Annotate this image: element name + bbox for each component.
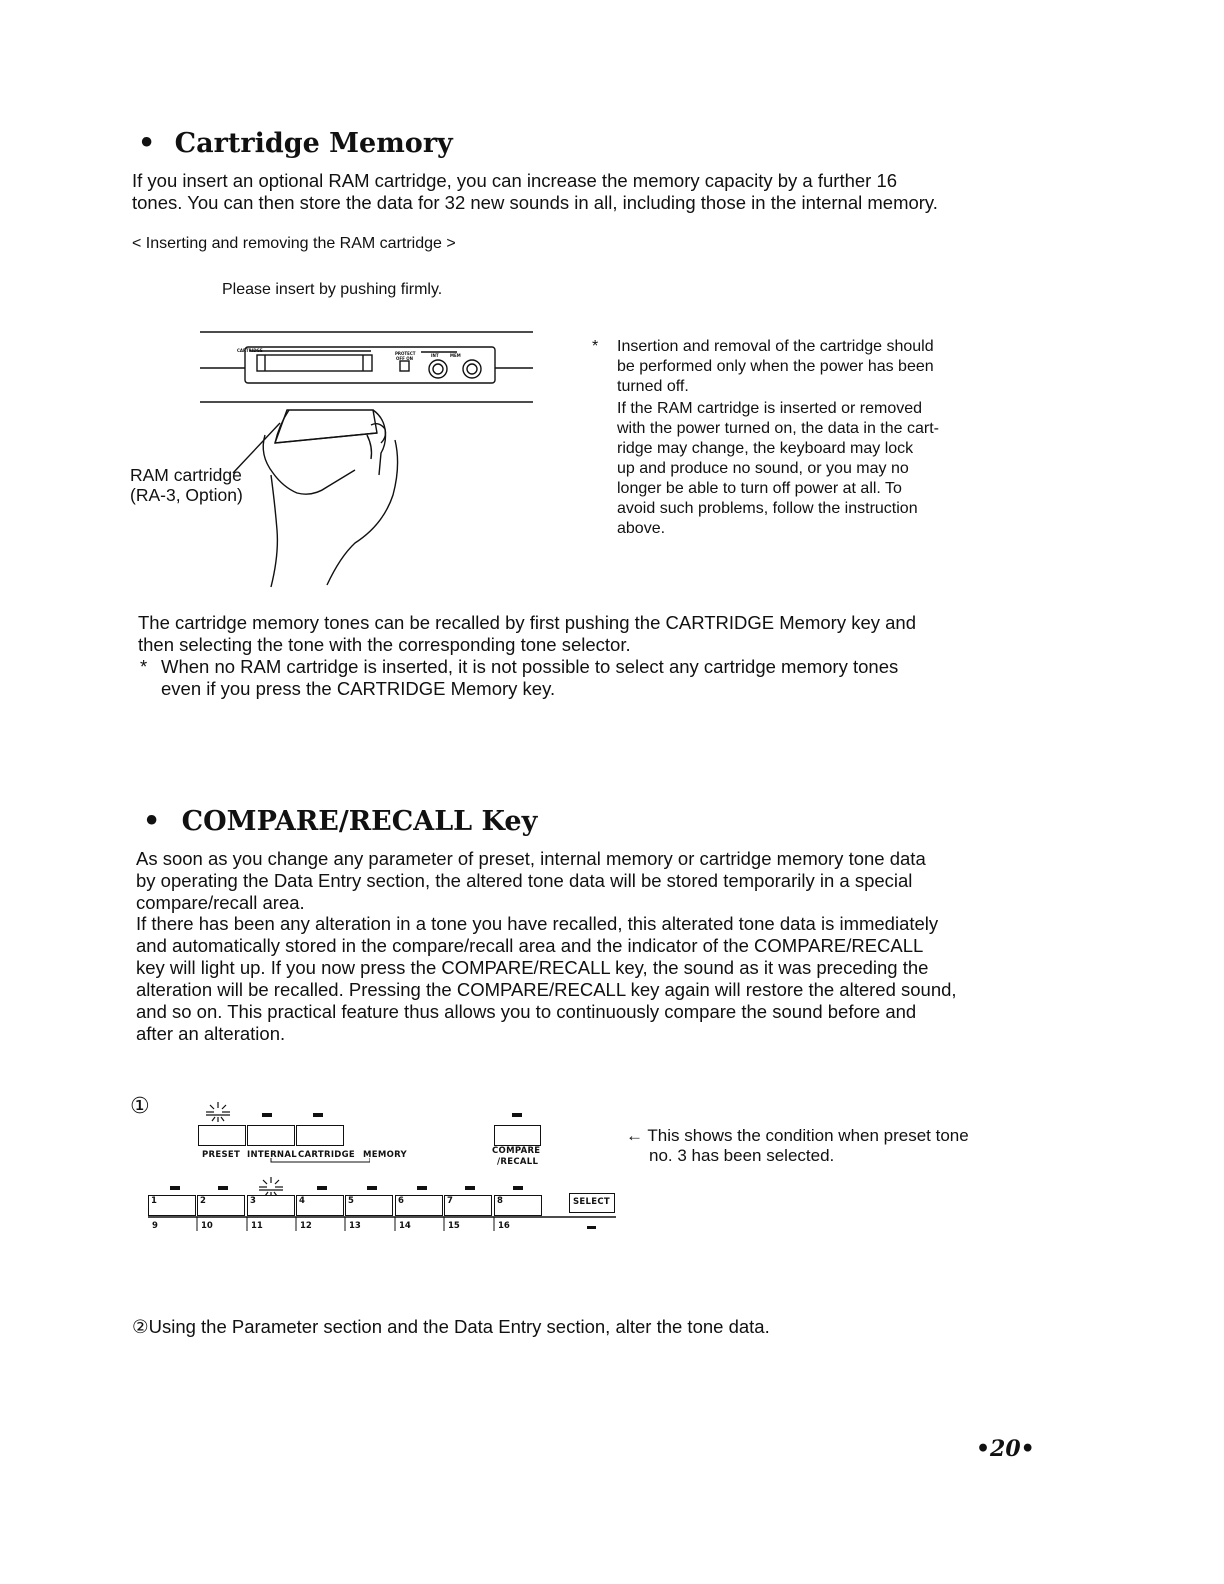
note-asterisk: * (592, 338, 599, 355)
label-line: RAM cartridge (130, 465, 242, 485)
label-line: (RA-3, Option) (130, 485, 243, 505)
tone-number: 3 (250, 1196, 256, 1206)
tone-number-14: 14 (399, 1221, 411, 1231)
blinking-indicator-icon (204, 1101, 232, 1123)
bullet: • (138, 128, 156, 159)
tone-selector-4[interactable] (296, 1195, 344, 1216)
compare-paragraph-2 (136, 913, 1036, 1045)
step-2-text: Using the Parameter section and the Data Entry section, alter the tone data. (148, 1316, 770, 1337)
compare-recall-button[interactable] (494, 1125, 541, 1146)
tone-2-led (218, 1186, 228, 1190)
insertion-warning-note (617, 337, 973, 539)
text-line: compare/recall area. (136, 892, 305, 913)
note-line: ridge may change, the keyboard may lock (617, 440, 914, 457)
ram-cartridge-label (130, 465, 243, 505)
heading-text: COMPARE/RECALL Key (181, 806, 538, 837)
tone-number: 7 (447, 1196, 453, 1206)
internal-led (262, 1113, 272, 1117)
tone-selector-8[interactable] (494, 1195, 542, 1216)
note-line: above. (617, 520, 666, 537)
bullet: • (143, 806, 161, 837)
subheading-insert-remove: < Inserting and removing the RAM cartridge > (132, 235, 456, 252)
tone-5-led (367, 1186, 377, 1190)
text-line: then selecting the tone with the corresponding tone selector. (138, 634, 631, 655)
panel-cartridge-label: CARTRIDGE (237, 348, 263, 353)
cartridge-led (313, 1113, 323, 1117)
tone-number-10: 10 (201, 1221, 213, 1231)
heading-text: Cartridge Memory (174, 128, 453, 159)
recall-label: /RECALL (497, 1157, 539, 1167)
note-line: If the RAM cartridge is inserted or removed (617, 400, 923, 417)
text-line: and automatically stored in the compare/recall area and the indicator of the COMPARE/RECALL (136, 935, 924, 956)
panel-protect-label: PROTECT (395, 351, 416, 356)
recall-paragraph (138, 612, 1038, 656)
select-led (587, 1226, 596, 1229)
cartridge-label: CARTRIDGE (298, 1150, 356, 1160)
internal-button[interactable] (247, 1125, 295, 1146)
text-line: If you insert an optional RAM cartridge, you can increase the memory capacity by a further 16 (132, 170, 898, 191)
note-line: be performed only when the power has been (617, 358, 934, 375)
tone-7-led (465, 1186, 475, 1190)
panel-int-label: INT (431, 353, 439, 358)
tone-6-led (417, 1186, 427, 1190)
note-line: Insertion and removal of the cartridge should (617, 338, 934, 355)
tone-number-12: 12 (300, 1221, 312, 1231)
text-line: The cartridge memory tones can be recalled by first pushing the CARTRIDGE Memory key and (138, 612, 917, 633)
diagram-caption (626, 1126, 969, 1166)
preset-label: PRESET (202, 1150, 241, 1160)
note-line: longer be able to turn off power at all. To (617, 480, 902, 497)
preset-button[interactable] (198, 1125, 246, 1146)
select-label: SELECT (573, 1197, 610, 1207)
tone-number-13: 13 (349, 1221, 361, 1231)
tone-number: 5 (348, 1196, 354, 1206)
step-2 (132, 1316, 770, 1338)
tone-number: 1 (151, 1196, 157, 1206)
tone-number: 2 (200, 1196, 206, 1206)
select-button[interactable] (569, 1193, 615, 1213)
text-line: and so on. This practical feature thus allows you to continuously compare the sound before and (136, 1001, 917, 1022)
tone-1-led (170, 1186, 180, 1190)
tone-selector-1[interactable] (148, 1195, 196, 1216)
text-line: alteration will be recalled. Pressing the COMPARE/RECALL key again will restore the altered sound, (136, 979, 957, 1000)
tone-selector-5[interactable] (345, 1195, 393, 1216)
tone-selector-7[interactable] (444, 1195, 492, 1216)
memory-label: MEMORY (363, 1150, 407, 1160)
tone-selector-6[interactable] (395, 1195, 443, 1216)
tone-number: 4 (299, 1196, 305, 1206)
text-line: after an alteration. (136, 1023, 286, 1044)
tone-number-9: 9 (152, 1221, 158, 1231)
lower-number-rule (146, 1216, 618, 1232)
cartridge-insertion-illustration (195, 325, 540, 590)
tone-number-16: 16 (498, 1221, 510, 1231)
note-line: avoid such problems, follow the instruction (617, 500, 918, 517)
note-line: up and produce no sound, or you may no (617, 460, 909, 477)
note-line: with the power turned on, the data in the cart- (617, 420, 939, 437)
compare-led (512, 1113, 522, 1117)
tone-number-11: 11 (251, 1221, 263, 1231)
panel-offon-label: OFF ON (396, 356, 414, 361)
text-line: As soon as you change any parameter of preset, internal memory or cartridge memory tone data (136, 848, 926, 869)
tone-number-15: 15 (448, 1221, 460, 1231)
text-line: by operating the Data Entry section, the altered tone data will be stored temporarily in a special (136, 870, 913, 891)
step-1-marker: ① (130, 1093, 150, 1118)
page-number: •20• (976, 1436, 1035, 1462)
figure-caption: Please insert by pushing firmly. (222, 281, 443, 298)
caption-line: no. 3 has been selected. (649, 1146, 835, 1165)
tone-4-led (317, 1186, 327, 1190)
caption-line: ← This shows the condition when preset tone (626, 1126, 969, 1145)
compare-paragraph-1 (136, 848, 1036, 914)
tone-selector-2[interactable] (197, 1195, 245, 1216)
section-title-compare-recall (143, 806, 537, 837)
tone-selector-3[interactable] (247, 1195, 295, 1216)
intro-paragraph (132, 170, 1032, 214)
tone-number: 6 (398, 1196, 404, 1206)
text-line: tones. You can then store the data for 32 new sounds in all, including those in the internal memory. (132, 192, 938, 213)
recall-note (161, 656, 1041, 700)
text-line: When no RAM cartridge is inserted, it is not possible to select any cartridge memory tones (161, 656, 899, 677)
tone-number: 8 (497, 1196, 503, 1206)
memory-bracket (247, 1157, 370, 1165)
internal-label: INTERNAL (247, 1150, 297, 1160)
panel-mem-label: MEM (450, 353, 461, 358)
step-2-marker: ② (132, 1316, 149, 1337)
tone-8-led (513, 1186, 523, 1190)
compare-label: COMPARE (492, 1146, 541, 1156)
cartridge-button[interactable] (296, 1125, 344, 1146)
text-line: key will light up. If you now press the COMPARE/RECALL key, the sound as it was preceding the (136, 957, 929, 978)
note-line: turned off. (617, 378, 689, 395)
text-line: If there has been any alteration in a tone you have recalled, this alterated tone data is immediately (136, 913, 939, 934)
recall-note-asterisk: * (140, 656, 148, 677)
text-line: even if you press the CARTRIDGE Memory key. (161, 678, 556, 699)
section-title-cartridge-memory (138, 128, 453, 159)
